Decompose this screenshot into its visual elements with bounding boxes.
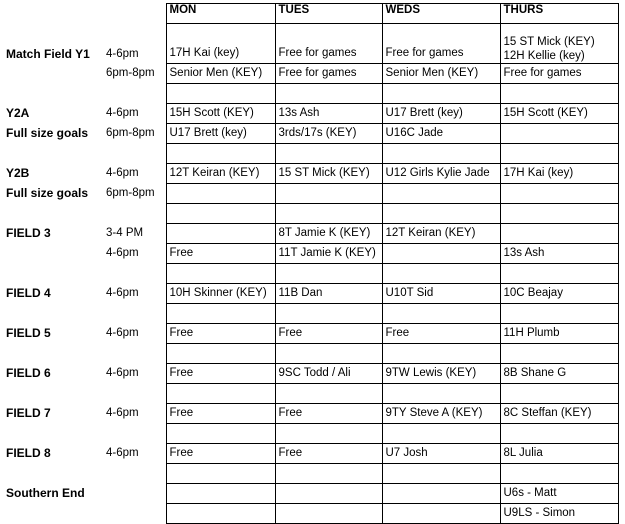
schedule-row (3, 64, 618, 84)
booking-cell-weds (382, 264, 500, 284)
schedule-row (3, 284, 618, 304)
booking-cell-thurs: 8L Julia (500, 444, 618, 464)
field-name: Y2A (6, 106, 30, 120)
booking-cell-mon: 10H Skinner (KEY) (166, 284, 275, 304)
header-row (3, 4, 618, 24)
field-name: Full size goals (6, 126, 89, 140)
booking-cell-thurs: U9LS - Simon (500, 504, 618, 524)
field-name: FIELD 7 (6, 406, 51, 420)
schedule-row (3, 364, 618, 384)
booking-cell-tues: Free (275, 404, 382, 424)
time-slot (103, 384, 166, 404)
booking-cell-thurs: 15H Scott (KEY) (500, 104, 618, 124)
schedule-row (3, 144, 618, 164)
booking-cell-tues: 13s Ash (275, 104, 382, 124)
booking-cell-tues (275, 384, 382, 404)
booking-cell-mon: Free (166, 244, 275, 264)
schedule-row (3, 24, 618, 64)
booking-cell-thurs (500, 384, 618, 404)
booking-cell-tues: 3rds/17s (KEY) (275, 124, 382, 144)
booking-cell-weds (382, 484, 500, 504)
booking-cell-weds (382, 244, 500, 264)
time-slot (103, 204, 166, 224)
booking-cell-weds: Senior Men (KEY) (382, 64, 500, 84)
schedule-row (3, 444, 618, 464)
booking-cell-thurs: 15 ST Mick (KEY) 12H Kellie (key) (500, 24, 618, 64)
booking-cell-weds: 12T Keiran (KEY) (382, 224, 500, 244)
field-name (3, 304, 103, 324)
booking-cell-thurs: 8B Shane G (500, 364, 618, 384)
field-name (3, 504, 103, 524)
field-name (3, 384, 103, 404)
time-slot: 4-6pm (103, 284, 166, 304)
booking-cell-thurs: 8C Steffan (KEY) (500, 404, 618, 424)
booking-cell-tues: 8T Jamie K (KEY) (275, 224, 382, 244)
time-slot: 4-6pm (103, 104, 166, 124)
schedule-row (3, 304, 618, 324)
field-name (3, 424, 103, 444)
schedule-row (3, 324, 618, 344)
booking-cell-tues (275, 464, 382, 484)
booking-cell-mon (166, 144, 275, 164)
booking-cell-weds: Free for games (382, 24, 500, 64)
booking-cell-tues: Free for games (275, 24, 382, 64)
booking-cell-tues: 9SC Todd / Ali (275, 364, 382, 384)
field-name: FIELD 8 (6, 446, 51, 460)
day-header-weds: WEDS (382, 4, 500, 24)
booking-cell-mon (166, 504, 275, 524)
day-header-thurs: THURS (500, 4, 618, 24)
booking-cell-mon: Free (166, 324, 275, 344)
field-name: Southern End (6, 486, 85, 500)
booking-cell-mon: 12T Keiran (KEY) (166, 164, 275, 184)
booking-cell-tues (275, 504, 382, 524)
booking-cell-weds: U17 Brett (key) (382, 104, 500, 124)
schedule-row (3, 124, 618, 144)
booking-cell-weds (382, 304, 500, 324)
time-slot: 4-6pm (103, 164, 166, 184)
booking-cell-tues: Free (275, 324, 382, 344)
time-slot (103, 484, 166, 504)
time-slot (103, 424, 166, 444)
booking-cell-mon: 15H Scott (KEY) (166, 104, 275, 124)
booking-cell-thurs (500, 84, 618, 104)
schedule-row (3, 484, 618, 504)
booking-cell-mon (166, 224, 275, 244)
booking-cell-mon: U17 Brett (key) (166, 124, 275, 144)
booking-cell-mon (166, 264, 275, 284)
booking-cell-tues (275, 84, 382, 104)
header-corner (3, 4, 103, 24)
time-slot: 4-6pm (103, 24, 166, 64)
booking-cell-tues: 15 ST Mick (KEY) (275, 164, 382, 184)
booking-cell-weds (382, 204, 500, 224)
time-slot (103, 84, 166, 104)
field-name (3, 344, 103, 364)
booking-cell-mon (166, 424, 275, 444)
field-name (3, 464, 103, 484)
schedule-row (3, 344, 618, 364)
field-name (3, 244, 103, 264)
time-slot (103, 504, 166, 524)
time-slot (103, 464, 166, 484)
booking-cell-weds: Free (382, 324, 500, 344)
schedule-row (3, 104, 618, 124)
time-slot (103, 304, 166, 324)
field-name: FIELD 4 (6, 286, 51, 300)
schedule-row (3, 164, 618, 184)
schedule-sheet (3, 3, 619, 524)
field-name: Full size goals (6, 186, 89, 200)
booking-cell-mon: Free (166, 444, 275, 464)
booking-cell-weds: U12 Girls Kylie Jade (382, 164, 500, 184)
booking-cell-thurs (500, 204, 618, 224)
field-name: Y2B (6, 166, 30, 180)
booking-cell-weds (382, 184, 500, 204)
schedule-row (3, 224, 618, 244)
field-name (3, 264, 103, 284)
booking-cell-weds (382, 504, 500, 524)
field-schedule-table (3, 3, 619, 524)
booking-cell-tues (275, 184, 382, 204)
field-name: Match Field Y1 (6, 46, 90, 61)
schedule-row (3, 404, 618, 424)
booking-cell-mon (166, 344, 275, 364)
booking-cell-thurs (500, 124, 618, 144)
schedule-row (3, 244, 618, 264)
booking-cell-mon: Senior Men (KEY) (166, 64, 275, 84)
booking-cell-thurs: 17H Kai (key) (500, 164, 618, 184)
field-name: FIELD 3 (6, 226, 51, 240)
booking-cell-weds (382, 424, 500, 444)
field-name: FIELD 5 (6, 326, 51, 340)
booking-cell-mon: 17H Kai (key) (166, 24, 275, 64)
booking-cell-thurs (500, 264, 618, 284)
field-name (3, 84, 103, 104)
field-name (3, 64, 103, 84)
day-header-tues: TUES (275, 4, 382, 24)
booking-cell-thurs (500, 224, 618, 244)
time-slot: 6pm-8pm (103, 124, 166, 144)
time-slot: 4-6pm (103, 244, 166, 264)
booking-cell-weds (382, 144, 500, 164)
booking-cell-thurs: U6s - Matt (500, 484, 618, 504)
schedule-row (3, 264, 618, 284)
booking-cell-tues (275, 304, 382, 324)
booking-cell-weds (382, 384, 500, 404)
booking-cell-thurs (500, 144, 618, 164)
booking-cell-weds (382, 84, 500, 104)
booking-cell-mon (166, 184, 275, 204)
booking-cell-tues (275, 204, 382, 224)
booking-cell-weds: 9TY Steve A (KEY) (382, 404, 500, 424)
field-name: FIELD 6 (6, 366, 51, 380)
schedule-row (3, 424, 618, 444)
booking-cell-mon: Free (166, 364, 275, 384)
booking-cell-mon: Free (166, 404, 275, 424)
time-slot: 4-6pm (103, 364, 166, 384)
time-slot: 6pm-8pm (103, 64, 166, 84)
booking-cell-mon (166, 304, 275, 324)
header-time (103, 4, 166, 24)
schedule-row (3, 384, 618, 404)
booking-cell-tues (275, 344, 382, 364)
booking-cell-tues: 11B Dan (275, 284, 382, 304)
day-header-mon: MON (166, 4, 275, 24)
booking-cell-tues (275, 484, 382, 504)
booking-cell-mon (166, 204, 275, 224)
field-name (3, 144, 103, 164)
schedule-row (3, 184, 618, 204)
booking-cell-tues (275, 144, 382, 164)
time-slot: 4-6pm (103, 444, 166, 464)
booking-cell-weds: 9TW Lewis (KEY) (382, 364, 500, 384)
time-slot: 4-6pm (103, 404, 166, 424)
booking-cell-mon (166, 464, 275, 484)
booking-cell-thurs: 10C Beajay (500, 284, 618, 304)
time-slot: 4-6pm (103, 324, 166, 344)
booking-cell-thurs: 13s Ash (500, 244, 618, 264)
time-slot (103, 144, 166, 164)
booking-cell-tues (275, 264, 382, 284)
booking-cell-thurs (500, 424, 618, 444)
schedule-row (3, 204, 618, 224)
booking-cell-mon (166, 484, 275, 504)
schedule-row (3, 464, 618, 484)
schedule-row (3, 504, 618, 524)
booking-cell-tues (275, 424, 382, 444)
booking-cell-thurs: Free for games (500, 64, 618, 84)
booking-cell-thurs: 11H Plumb (500, 324, 618, 344)
booking-cell-weds: U7 Josh (382, 444, 500, 464)
booking-cell-weds (382, 344, 500, 364)
time-slot (103, 344, 166, 364)
field-name (3, 204, 103, 224)
booking-cell-weds: U16C Jade (382, 124, 500, 144)
time-slot: 3-4 PM (103, 224, 166, 244)
booking-cell-thurs (500, 464, 618, 484)
time-slot (103, 264, 166, 284)
booking-cell-thurs (500, 184, 618, 204)
booking-cell-thurs (500, 344, 618, 364)
time-slot: 6pm-8pm (103, 184, 166, 204)
booking-cell-weds: U10T Sid (382, 284, 500, 304)
booking-cell-tues: Free for games (275, 64, 382, 84)
booking-cell-mon (166, 384, 275, 404)
schedule-row (3, 84, 618, 104)
booking-cell-mon (166, 84, 275, 104)
booking-cell-weds (382, 464, 500, 484)
booking-cell-tues: Free (275, 444, 382, 464)
booking-cell-thurs (500, 304, 618, 324)
booking-cell-tues: 11T Jamie K (KEY) (275, 244, 382, 264)
